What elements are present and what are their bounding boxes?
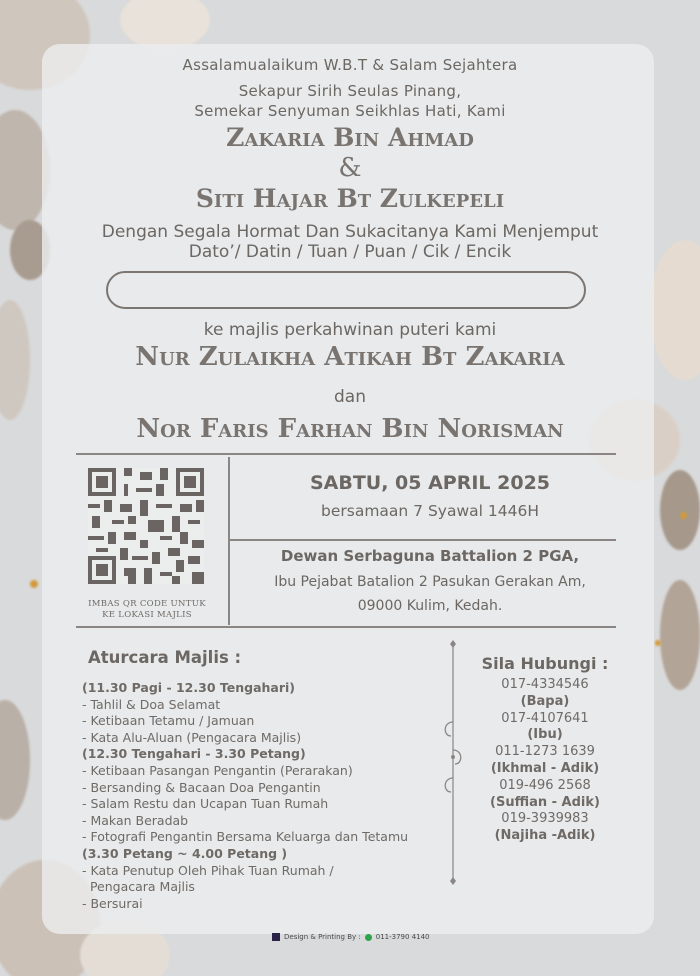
footer: [272, 933, 430, 941]
contact-name: (Ikhmal - Adik): [490, 760, 600, 776]
qr-code[interactable]: [88, 468, 204, 584]
schedule-item: - Tahlil & Doa Selamat: [82, 696, 221, 712]
schedule-time-heading: (3.30 Petang ~ 4.00 Petang ): [82, 845, 288, 861]
contact-name: (Ibu): [527, 727, 563, 743]
ampersand: &: [338, 153, 362, 183]
host-mother-name: Siti Hajar Bt Zulkepeli: [195, 184, 505, 213]
ceremony-intro: ke majlis perkahwinan puteri kami: [203, 320, 497, 340]
schedule-item: - Fotografi Pengantin Bersama Keluarga dan Tetamu: [82, 829, 409, 845]
contact-title: Sila Hubungi :: [481, 654, 609, 673]
schedule-item: - Kata Alu-Aluan (Pengacara Majlis): [82, 729, 302, 745]
contact-name: (Najiha -Adik): [494, 828, 596, 844]
schedule-item: - Bersanding & Bacaan Doa Pengantin: [82, 779, 321, 795]
groom-name: Nor Faris Farhan Bin Norisman: [136, 414, 564, 444]
contact-list: [470, 677, 620, 845]
invitation-line2: Dato’/ Datin / Tuan / Puan / Cik / Encik: [188, 242, 512, 262]
qr-caption-line1: IMBAS QR CODE UNTUK: [88, 599, 206, 609]
schedule-title: Aturcara Majlis :: [88, 648, 242, 667]
schedule-item: - Kata Penutup Oleh Pihak Tuan Rumah /: [82, 862, 334, 878]
divider-top: [76, 453, 616, 455]
contact-phone[interactable]: 011-1273 1639: [495, 744, 595, 760]
schedule-item: - Makan Beradab: [82, 812, 189, 828]
event-date: SABTU, 05 APRIL 2025: [309, 472, 551, 494]
schedule-time-heading: (11.30 Pagi - 12.30 Tengahari): [82, 680, 296, 695]
ornament-divider-icon: [440, 640, 466, 885]
footer-label: Design & Printing By :: [284, 933, 361, 941]
divider-middle: [230, 539, 616, 541]
qr-caption-line2: KE LOKASI MAJLIS: [102, 610, 192, 620]
greeting-line1: Assalamualaikum W.B.T & Salam Sejahtera: [182, 56, 518, 74]
greeting-line3: Semekar Senyuman Seikhlas Hati, Kami: [194, 102, 506, 120]
divider-bottom: [76, 626, 616, 628]
contact-name: (Bapa): [520, 693, 570, 709]
contact-phone[interactable]: 019-3939983: [501, 811, 589, 827]
schedule-item: - Ketibaan Tetamu / Jamuan: [82, 713, 255, 729]
schedule-item: - Bersurai: [82, 895, 143, 911]
greeting-line2: Sekapur Sirih Seulas Pinang,: [238, 82, 462, 100]
schedule-item: - Salam Restu dan Ucapan Tuan Rumah: [82, 796, 329, 812]
invitation-line1: Dengan Segala Hormat Dan Sukacitanya Kami Menjemput: [101, 222, 599, 242]
qr-caption: [72, 599, 222, 621]
schedule-item: Pengacara Majlis: [82, 879, 195, 895]
schedule-time-heading: (12.30 Tengahari - 3.30 Petang): [82, 746, 306, 762]
event-hijri-date: bersamaan 7 Syawal 1446H: [321, 502, 539, 520]
contact-phone[interactable]: 019-496 2568: [499, 777, 591, 793]
whatsapp-icon: [365, 934, 372, 941]
event-address1: Ibu Pejabat Batalion 2 Pasukan Gerakan Am,: [274, 574, 586, 590]
guest-name-box: [106, 271, 586, 309]
event-address2: 09000 Kulim, Kedah.: [357, 598, 503, 614]
bride-name: Nur Zulaikha Atikah Bt Zakaria: [135, 342, 565, 372]
contact-name: (Suffian - Adik): [490, 794, 600, 810]
schedule-list: [82, 680, 408, 912]
event-venue: Dewan Serbaguna Battalion 2 PGA,: [280, 547, 580, 565]
host-father-name: Zakaria Bin Ahmad: [226, 123, 474, 152]
designer-logo-icon: [272, 933, 280, 941]
connector-dan: dan: [334, 387, 366, 407]
contact-phone[interactable]: 017-4107641: [501, 710, 589, 726]
footer-phone[interactable]: 011-3790 4140: [375, 933, 430, 941]
schedule-item: - Ketibaan Pasangan Pengantin (Perarakan): [82, 762, 353, 778]
contact-phone[interactable]: 017-4334546: [501, 677, 589, 692]
